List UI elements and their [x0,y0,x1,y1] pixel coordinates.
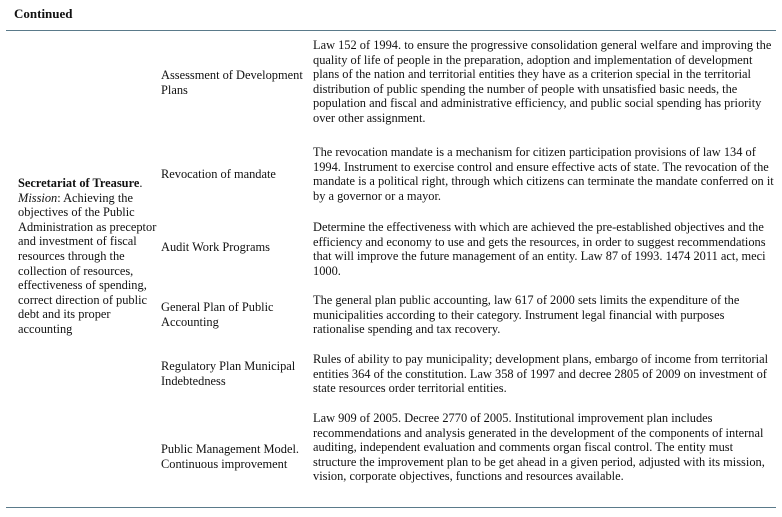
row-label: Revocation of mandate [161,167,276,181]
row-label: Assessment of Development Plans [161,68,303,97]
row-description: The revocation mandate is a mechanism for citizen participation provisions of law 134 of 1994. Instrument to exercise control and ensure effective acts of state. The revocation of the mandate is a political right, through which citizens can terminate the mandate conferred on it by a governor or a mayor. [313,145,774,203]
row-label: Audit Work Programs [161,240,270,254]
mission-text: : Achieving the objectives of the Public Administration as preceptor and investment of fiscal resources through the collection of resources, effectiveness of spending, correct direction of public debt and its proper accounting [18,190,157,336]
top-rule [6,30,776,31]
row-label: Public Management Model. Continuous improvement [161,442,299,471]
department-name-suffix: . [139,176,143,190]
row-description: Law 152 of 1994. to ensure the progressive consolidation general welfare and improving the quality of life of people in the preparation, adoption and implementation of development plans of the nation and territorial entities they have as a criterion special in the territorial distribution of public spending the number of people with unsatisfied basic needs, the population and fiscal and administrative efficiency, and public social spending has priority over other assignment. [313,38,772,125]
department-name: Secretariat of Treasure [18,176,140,190]
row-label: General Plan of Public Accounting [161,300,274,329]
table-heading: Continued [14,6,73,21]
row-label: Regulatory Plan Municipal Indebtedness [161,359,296,388]
bottom-rule [6,507,776,508]
row-description: Rules of ability to pay municipality; development plans, embargo of income from territorial entities 364 of the constitution. Law 358 of 1997 and decree 2805 of 2009 on investment of state resources order territorial entities. [313,352,769,396]
mission-label: Mission [18,190,58,205]
department-cell [18,176,161,337]
row-description: Determine the effectiveness with which are achieved the pre-established objectives and the efficiency and economy to use and gets the resources, in order to suggest recommendations that will improve the future management of an entity. Law 87 of 1993. 1474 2011 act, meci 1000. [313,220,766,278]
row-description: Law 909 of 2005. Decree 2770 of 2005. Institutional improvement plan includes recommendations and analysis generated in the development of the components of internal auditing, independent evaluation and comments organ fiscal control. The entity must structure the improvement plan to be get ahead in a given period, adjusted with its mission, vision, corporate objectives, functions and resources available. [313,411,765,484]
row-description: The general plan public accounting, law 617 of 2000 sets limits the expenditure of the municipalities according to their category. Instrument legal financial with purposes rationalise spending and tax recovery. [313,293,740,337]
